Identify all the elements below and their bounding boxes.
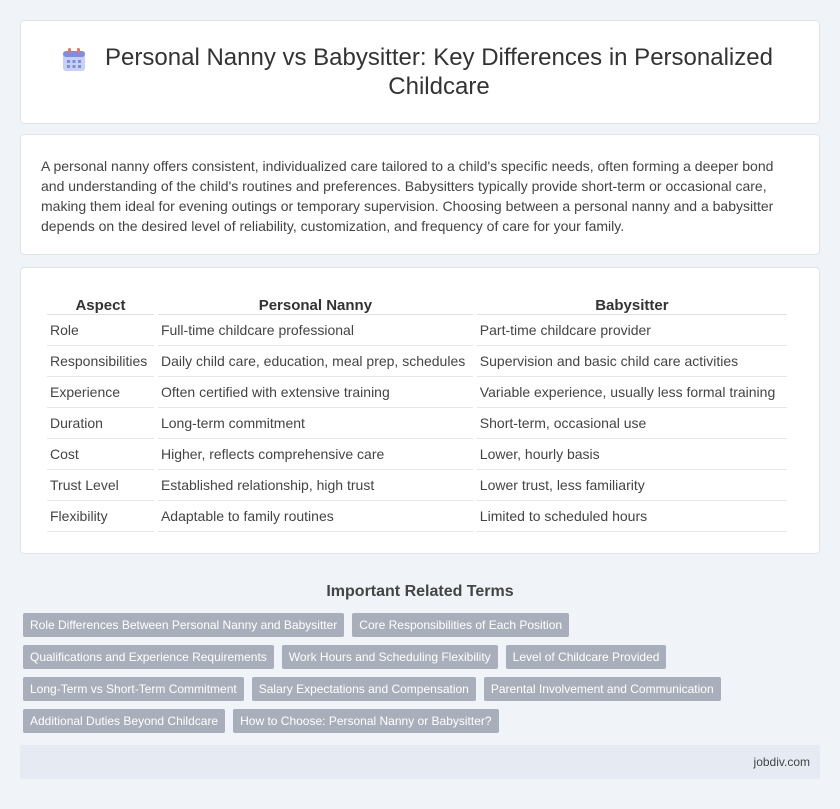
related-tag[interactable]: Work Hours and Scheduling Flexibility <box>282 645 498 669</box>
header-babysitter: Babysitter <box>477 291 787 315</box>
table-header-row <box>47 291 787 315</box>
cell-nanny: Long-term commitment <box>158 408 473 439</box>
cell-aspect: Duration <box>47 408 154 439</box>
cell-aspect: Responsibilities <box>47 346 154 377</box>
cell-babysitter: Supervision and basic child care activities <box>477 346 787 377</box>
cell-nanny: Higher, reflects comprehensive care <box>158 439 473 470</box>
footer <box>20 745 820 779</box>
header-card <box>20 20 820 124</box>
cell-aspect: Experience <box>47 377 154 408</box>
cell-babysitter: Variable experience, usually less formal training <box>477 377 787 408</box>
table-row <box>47 501 787 532</box>
cell-nanny: Daily child care, education, meal prep, schedules <box>158 346 473 377</box>
related-terms-title: Important Related Terms <box>326 583 514 600</box>
table-row <box>47 439 787 470</box>
related-tag[interactable]: How to Choose: Personal Nanny or Babysitter? <box>233 709 498 733</box>
header-personal-nanny: Personal Nanny <box>158 291 473 315</box>
related-tag[interactable]: Salary Expectations and Compensation <box>252 677 476 701</box>
page-title: Personal Nanny vs Babysitter: Key Differences in Personalized Childcare <box>105 44 773 100</box>
table-row <box>47 346 787 377</box>
cell-babysitter: Limited to scheduled hours <box>477 501 787 532</box>
comparison-table <box>43 291 791 532</box>
related-tag[interactable]: Qualifications and Experience Requirements <box>23 645 274 669</box>
intro-card <box>20 134 820 255</box>
cell-nanny: Adaptable to family routines <box>158 501 473 532</box>
table-row <box>47 408 787 439</box>
footer-site-link[interactable]: jobdiv.com <box>753 755 810 769</box>
table-row <box>47 470 787 501</box>
cell-nanny: Established relationship, high trust <box>158 470 473 501</box>
cell-aspect: Flexibility <box>47 501 154 532</box>
related-tag[interactable]: Parental Involvement and Communication <box>484 677 721 701</box>
intro-paragraph: A personal nanny offers consistent, individualized care tailored to a child's specific needs, often forming a deeper bond and understanding of the child's routines and preferences. Babysitters typically provide short-term or occasional care, making them ideal for evening outings or temporary supervision. Choosing between a personal nanny and a babysitter depends on the desired level of reliability, customization, and frequency of care for your family. <box>41 158 774 234</box>
cell-aspect: Role <box>47 315 154 346</box>
related-tag[interactable]: Role Differences Between Personal Nanny and Babysitter <box>23 613 344 637</box>
title-wrap <box>61 43 779 101</box>
comparison-card <box>20 267 820 554</box>
cell-babysitter: Lower trust, less familiarity <box>477 470 787 501</box>
cell-nanny: Often certified with extensive training <box>158 377 473 408</box>
header-aspect: Aspect <box>47 291 154 315</box>
cell-babysitter: Short-term, occasional use <box>477 408 787 439</box>
table-row <box>47 377 787 408</box>
cell-babysitter: Part-time childcare provider <box>477 315 787 346</box>
related-tags <box>20 613 800 733</box>
table-row <box>47 315 787 346</box>
related-tag[interactable]: Long-Term vs Short-Term Commitment <box>23 677 244 701</box>
calendar-icon <box>61 47 87 73</box>
cell-aspect: Cost <box>47 439 154 470</box>
cell-nanny: Full-time childcare professional <box>158 315 473 346</box>
related-tag[interactable]: Additional Duties Beyond Childcare <box>23 709 225 733</box>
cell-babysitter: Lower, hourly basis <box>477 439 787 470</box>
related-tag[interactable]: Core Responsibilities of Each Position <box>352 613 569 637</box>
related-tag[interactable]: Level of Childcare Provided <box>506 645 667 669</box>
cell-aspect: Trust Level <box>47 470 154 501</box>
